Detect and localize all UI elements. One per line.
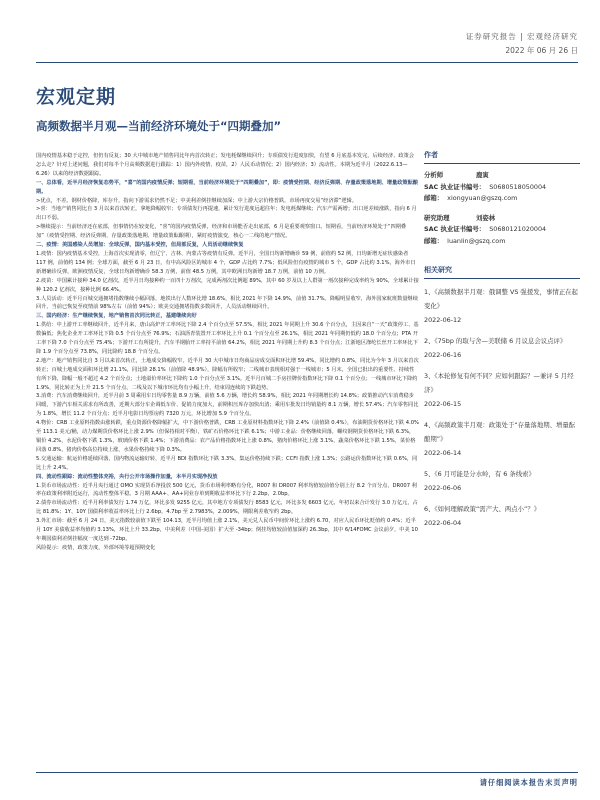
report-body xyxy=(36,152,419,553)
author-role: 分析师 xyxy=(424,171,444,179)
related-title[interactable]: 2、《75bp 的取与舍—美联储 6 月议息会议点评》 xyxy=(424,337,567,345)
body-paragraph: 1.疫情：国内疫情基本受控，上海首次实现清零，但辽宁、吉林、内蒙古等疫情有反弹。近半月，全国日均新增确诊 59 例，前值约 52 例，日均新增无症状感染者 117 例，前值约 134 例；全球方面，截至 6 月 23 日，有中高风险区的城市 4 个，GDP 占比约 7.7%；低风险但有疫情的城市 5 个，GDP 占比约 3.1%，海外市日新增确诊反弹，欧洲疫情反复，全球日均新增确诊 58.3 万例，前值 48.5 万例，其中欧洲日均新增 18.7 万例，前值 10 万例。 xyxy=(36,250,416,275)
author-name: 鹿寅 xyxy=(476,171,489,179)
body-paragraph: 1.供给：中上游开工率继续回升，近半月来，唐山高炉开工率环比下降 2.4 个百分点至 57.5%，相比 2021 年同期上升 30.6 个百分点，主因来自“一天”政策停工、基数偏低；焦化企业开工率环比下降 0.5 个百分点至 76.9%；石油沥青装置开工率环比上升 0.1 个百分点至 26.1%，相比 2021 年同期仍低约 18.0 个百分点；PTA 开工率下降 7.0 个百分点至 75.4%；下游开工有所提升，汽车半钢胎开工率持平前值 64.2%，相比 2021 年同期上升约 8.3 个百分点；江浙地区涤纶长丝开工率环比下降 1.9 个百分点至 73.8%，同比降约 18.8 个百分点。 xyxy=(36,322,419,355)
related-date: 2022-06-04 xyxy=(424,519,462,527)
body-paragraph: >优点，不差。钢材价格降，库存升，指向下游需求仍然不足；中美利差倒挂继续加深；中上游大宗价格普跌，市场再度交易“经济滞”逻辑。 xyxy=(36,197,357,204)
related-date: 2022-06-14 xyxy=(424,449,462,457)
cert-number: S0680518050004 xyxy=(489,182,547,191)
section-heading: 四、流动性跟踪：流动性整体充裕，央行公开市场操作加量，本半月实现净投放 xyxy=(36,473,218,480)
author-card xyxy=(424,213,580,256)
related-date: 2022-06-06 xyxy=(424,484,462,492)
related-date: 2022-06-15 xyxy=(424,400,462,408)
related-item[interactable] xyxy=(424,418,580,460)
cert-label: SAC 执业证书编号： xyxy=(424,182,486,191)
related-title[interactable]: 1、《高频数据半月观：俄调整 VS 强援发，事情正在起变化》 xyxy=(424,288,578,310)
author-name: 刘姿林 xyxy=(476,213,496,222)
related-date: 2022-06-16 xyxy=(424,351,462,359)
body-paragraph: 风险提示：疫情，政策力度，外部环境等超预期变化 xyxy=(36,544,156,551)
related-heading: 相关研究 xyxy=(424,265,580,279)
body-paragraph: 4.物价：CRB 工业原料指数由涨转跌，重点资源价格降幅扩大，中下游价格普跌，CRB 工业原材料指数环比下降 2.4%（前值降 0.4%），布油期货价格环比下跌 4.0%至 113.1 美元/桶，动力煤期货价格环比上涨 2.9%（但保持相对平衡），铁矿石价格环比下跌 6.1%；中游工业品：价格继续回落，螺纹钢期货价格环比下跌 6.3%，铜价 4.2%，水泥价格下跌 1.3%，玻璃价格下跌 1.4%；下游消费品：农产品价格指数环比上涨 0.8%，猪肉价格环比上涨 3.1%，蔬菜价格环比下跌 1.5%，菜价格回落 0.8%，猪肉价格高位持续上涨，水果价格持续下降 0.3%。 xyxy=(36,420,419,453)
author-role: 研究助理 xyxy=(424,213,450,222)
cert-label: SAC 执业证书编号： xyxy=(424,225,486,233)
section-logo: 宏观定期 xyxy=(36,86,117,108)
body-paragraph: 3.消费：汽车消费继续回升，近半月前 3 周乘用车日均零售量 8.9 万辆，前值 5.6 万辆，增长约 58.9%，相比 2021 年同期增长约 14.8%；政策推动汽车消费稳步回暖，下游汽车相关需求有所改善，近期大部分车企调低车价、促销力度加大，前期积压库存加快出清；乘用车批发日均销量约 8.1 万辆，增长 57.4%；汽车零售同比为 1.8%，增长 11.2 个百分点；近半月电影日均票房约 7320 万元，环比增加 5.9 个百分点。 xyxy=(36,393,419,418)
body-paragraph: >继续提示：当前经济还在底部，但事情仍在较变化，“喜”的国内疫情反弹，经济和市场能否走出底部，6 月是重要观察窗口。短期看，当前经济环境处于“四期叠加”（疫情受控期、经济反弹期、存量政策落地期、增量政策酝酿期），紧盯疫情演变，核心一二线的地产情况。 xyxy=(36,224,407,240)
author-email[interactable]: xiongyuan@gszq.com xyxy=(447,194,518,202)
authors-list xyxy=(424,170,580,255)
related-title[interactable]: 6、《如何理解政策“需产大、两点小”？》 xyxy=(424,505,541,513)
related-item[interactable] xyxy=(424,369,580,411)
header-divider xyxy=(36,62,578,63)
related-title[interactable]: 4、《高频政策半月观：政策处于“存量落地期、增量酝酿期”》 xyxy=(424,421,576,443)
body-paragraph: 3.人员活动：近半月百城交通拥堵指数继续小幅回落，地铁出行人数环比增 18.6%，相比 2021 年下降 14.9%，前值 31.7%。降幅明显收窄，海外国家航班数量继续回升，当前已恢复至疫情前 98%左右（前值 94%）；欧美交通拥堵指数多数回升，人员活动继续回升。 xyxy=(36,295,418,311)
body-paragraph: 3.外汇市场：截至 6 月 24 日，美元指数较前值下跌至 104.13，近半月均值上涨 2.1%，美元兑人民币中间价环比上涨约 6.70，对应人民币环比贬值约 0.4%；近半月 10Y 美债收益率均值约 3.13%，环比上升 33.2bp，中美利差（中国-美国）扩大至 -34bp；倒挂均值较前值加深约 26.3bp，其中 6/14FOMC 会议前夕，中美 10 年期国债利差倒挂幅度一度达到 -72bp。 xyxy=(36,518,418,542)
related-list xyxy=(424,285,580,530)
body-paragraph: >喜：当地产销售同比自 3 月以来首次转正，拿地降幅收窄；专项债发行再提速，累计发行进度远超往年；发电耗煤继续；汽车产需两增；出口逆差续涨跌，指向 6 月出口不弱。 xyxy=(36,206,417,222)
body-paragraph: 2.地产：地产销售同比自 3 月以来首次转正，土地成交降幅收窄，近半月 30 大中城市日均商品房成交面积环比增 59.4%，同比增约 0.8%，同比为今年 3 月以来首次转正；百城土地成交面积环比增 21.1%，同比降 28.1%（前值降 48.9%），降幅有所收窄；二线城市表现相对强于一线城市；5 月末，全国已批出的重要性、持续性有所下降，降幅一般不超过 4.2 个百分点；土地溢价率环比下降约 1.0 个百分点至 3.1%。近半月百城二手房挂牌价指数环比下降 0.1 个百分点；一线城市环比下降约 1.9%，同比转正为上升 21.5 个百分点，二线及以下城市环比均有小幅上升，结束周连续的下跌趋势。 xyxy=(36,357,419,391)
body-paragraph: 5.交通运输：航运价格延续回落，国内物流运输好转，近半月 BDI 指数环比下跌 3.3%，集运价格持续下跌；CCFI 指数上涨 1.3%；公路运价指数环比下跌 0.6%，同比上升 2.4%。 xyxy=(36,455,418,471)
related-item[interactable] xyxy=(424,467,580,495)
footer-disclaimer: 请仔细阅读本报告末页声明 xyxy=(36,772,578,788)
related-date: 2022-06-12 xyxy=(424,316,462,324)
authors-heading: 作者 xyxy=(424,150,580,164)
report-date: 2022 年 06 月 26 日 xyxy=(505,46,578,55)
related-title[interactable]: 5、《6 月可能是分水岭，有 6 条线索》 xyxy=(424,470,535,478)
body-paragraph: 1.货币市场流动性：近半月央行通过 OMO 实现货币净投放 500 亿元，货币市场利率略有分化，R007 和 DR007 利率均值较前值分别上行 8.2 个百分点，DR007 利率在政策利率附近运行，流动性整体平稳。3 月期 AAA+、AA+同业存单到期收益率环比下行 2.2bp，2.0bp。 xyxy=(36,482,417,498)
report-title: 高频数据半月观—当前经济环境处于“四期叠加” xyxy=(36,119,282,133)
body-paragraph: 2.债券市场流动性：近半月利率债发行 1.74 万亿，环比多发 9255 亿元，其中地方专项债发行 8583 亿元，环比多发 6603 亿元，年初以来合计发行 3.0 万亿元，占比 81.8%；1Y、10Y 国债利率收益率环比上行 2.6bp，4.7bp 至 2.7983%，2.009%，期限利差收窄约 2bp。 xyxy=(36,500,418,516)
body-paragraph: 2.疫苗：中国累计接种 34.0 亿剂次，近半月日均接种约一百四十万剂次，完成两剂次比例超 89%，其中 60 岁及以上人群第一剂次接种完成率约为 90%，全球累计接种 120.2 亿剂次，接种比例 66.4%。 xyxy=(36,277,419,293)
sidebar xyxy=(424,150,580,537)
email-label: 邮箱： xyxy=(424,236,444,245)
cert-number: S0680121020004 xyxy=(489,225,547,233)
email-label: 邮箱： xyxy=(424,194,444,202)
section-heading: 二、疫情：美国感染人员增加：全球反弹，国内基本受控，但局部反复，人员活动继续恢复 xyxy=(36,242,244,249)
author-card xyxy=(424,170,580,213)
related-title[interactable]: 3、《本轮修复有何不同？应如何跟踪？—兼评 5 月经济》 xyxy=(424,372,574,394)
section-heading: 一、总体看，近半月经济恢复态势平，“喜”的国内疫情反弹；短期看，当前经济环境处于“四期叠加”，即：疫情受控期、经济反弹期、存量政策落地期、增量政策酝酿期。 xyxy=(36,179,418,195)
report-type: 证券研究报告 | 宏观经济研究 xyxy=(465,32,578,41)
related-item[interactable] xyxy=(424,285,580,327)
related-item[interactable] xyxy=(424,502,580,530)
author-email[interactable]: luanlin@gszq.com xyxy=(447,236,506,245)
body-paragraph: 国内疫情基本稳于定控，但仍有反复；30 大中城市地产销售同比年内首次转正；发电耗煤继续回升；专项债发行进度加快，有望 6 月底基本发完，后续经济、政策会怎么走？针对上述问题，我们对每半个月高频数据进行跟踪：1）国内外疫情、疫苗，2）人民币动情况；2）国内经济；3）流动性。本期为近半月（2022.6.13—6.26）以来的经济数据跟踪。 xyxy=(36,153,414,177)
report-header xyxy=(466,30,578,58)
related-item[interactable] xyxy=(424,334,580,362)
section-heading: 三、国内经济：生产继续恢复，地产销售首次同比转正，基建继续向好 xyxy=(36,313,197,320)
